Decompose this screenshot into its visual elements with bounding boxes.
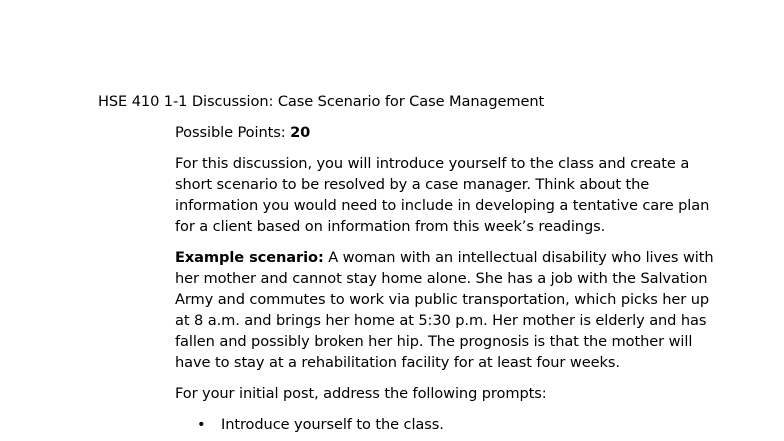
intro-line: for a client based on information from this week’s readings. <box>175 218 606 235</box>
document-title: HSE 410 1-1 Discussion: Case Scenario for Case Management <box>98 93 545 110</box>
example-paragraph <box>175 247 775 373</box>
prompt-item <box>175 414 775 435</box>
intro-line: information you would need to include in developing a tentative care plan <box>175 197 710 214</box>
points-label: Possible Points: <box>175 124 291 141</box>
example-line: her mother and cannot stay home alone. She has a job with the Salvation <box>175 270 708 287</box>
intro-line: For this discussion, you will introduce yourself to the class and create a <box>175 155 690 172</box>
example-line: Army and commutes to work via public transportation, which picks her up <box>175 291 710 308</box>
example-line: fallen and possibly broken her hip. The prognosis is that the mother will <box>175 333 693 350</box>
possible-points <box>175 122 775 143</box>
example-line: at 8 a.m. and brings her home at 5:30 p.m. Her mother is elderly and has <box>175 312 707 329</box>
prompt-intro: For your initial post, address the following prompts: <box>175 385 547 402</box>
document-body <box>175 122 775 435</box>
intro-line: short scenario to be resolved by a case manager. Think about the <box>175 176 650 193</box>
example-line: have to stay at a rehabilitation facility for at least four weeks. <box>175 354 620 371</box>
bullet-icon: • <box>197 416 206 433</box>
prompt-list <box>175 414 775 435</box>
example-label: Example scenario: <box>175 249 324 266</box>
example-first-line <box>175 247 775 268</box>
prompt-text: Introduce yourself to the class. <box>221 416 444 433</box>
intro-paragraph <box>175 153 775 237</box>
points-value: 20 <box>290 124 311 141</box>
example-line: A woman with an intellectual disability who lives with <box>323 249 714 266</box>
